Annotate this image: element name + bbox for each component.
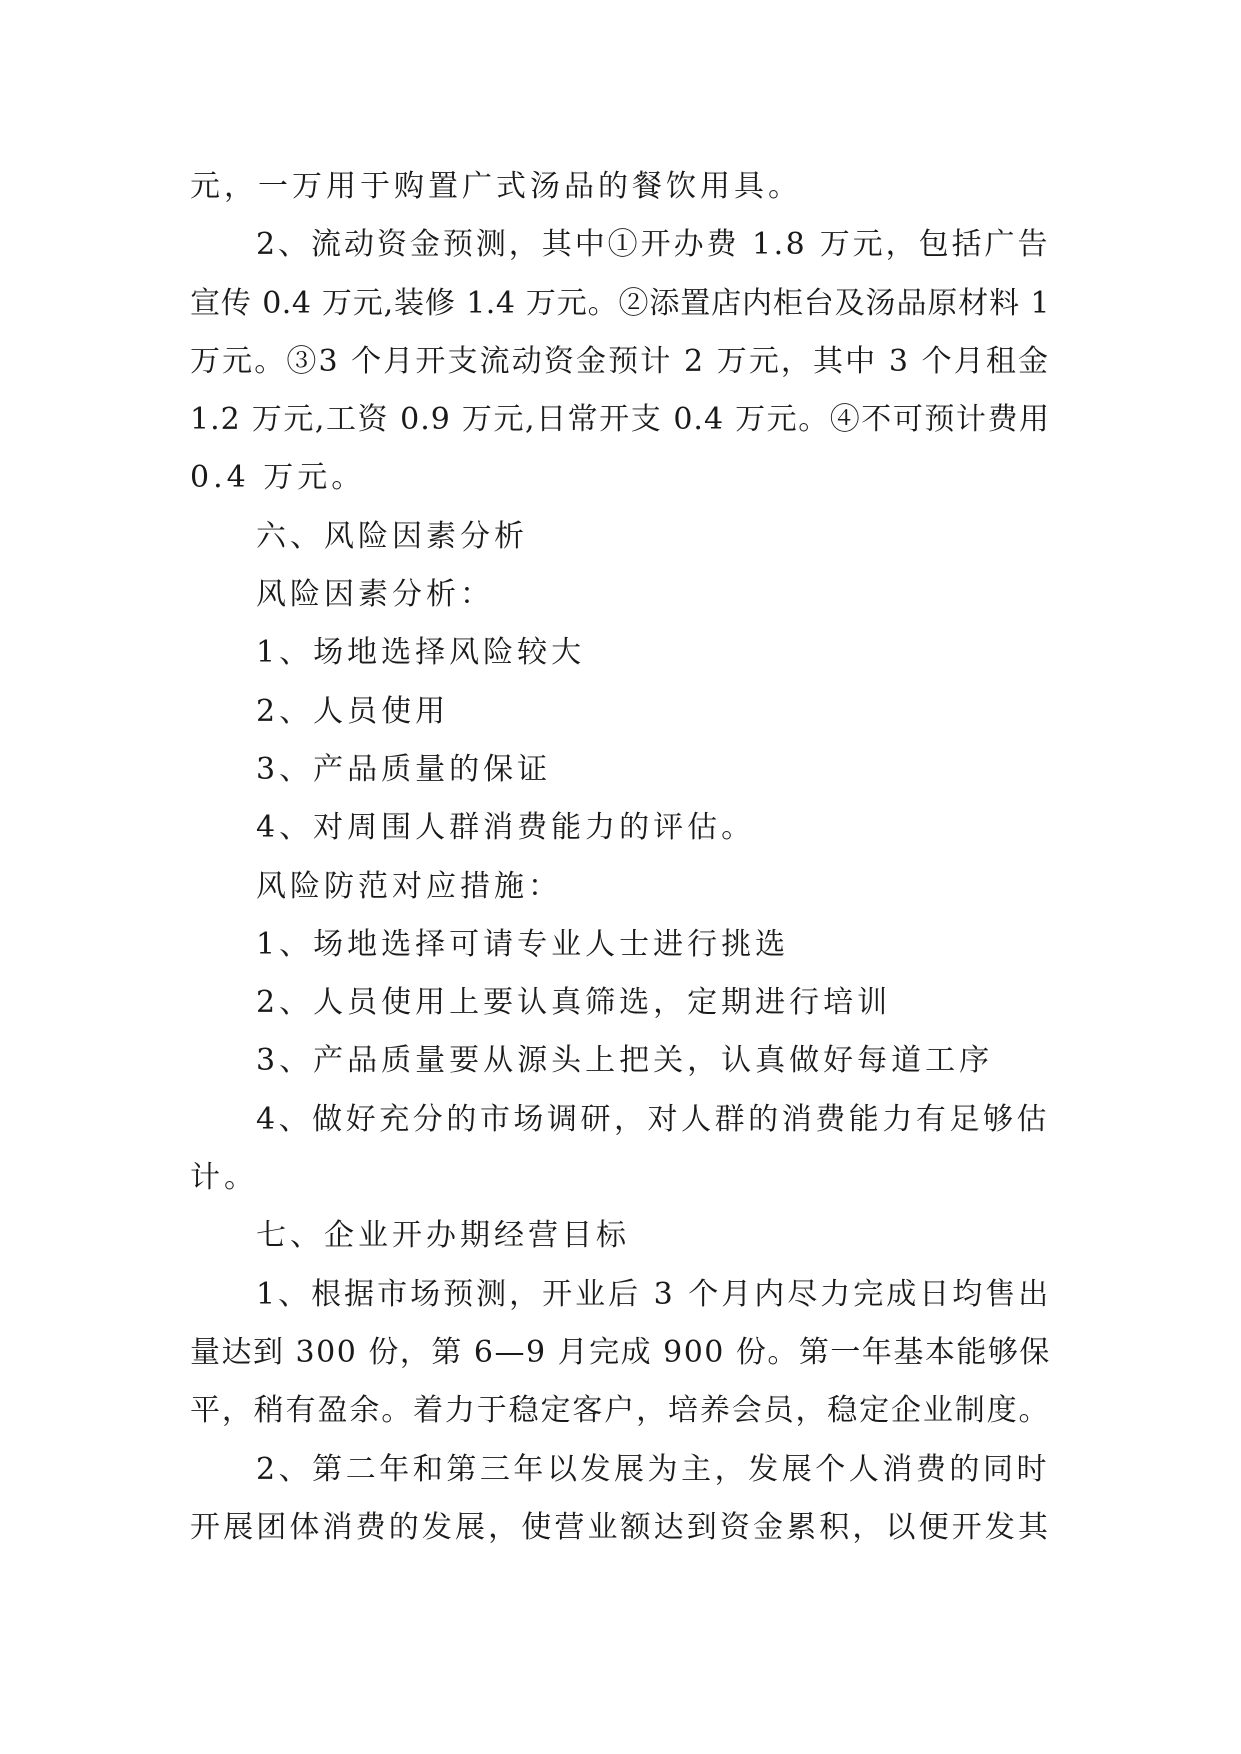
text-line: 2、第二年和第三年以发展为主，发展个人消费的同时 bbox=[256, 1451, 1050, 1487]
text-line: 平，稍有盈余。着力于稳定客户，培养会员，稳定企业制度。 bbox=[190, 1393, 1050, 1429]
text-line: 量达到 300 份，第 6—9 月完成 900 份。第一年基本能够保 bbox=[190, 1334, 1051, 1370]
list-item: 3、产品质量的保证 bbox=[256, 751, 552, 787]
list-item: 1、场地选择可请专业人士进行挑选 bbox=[256, 926, 790, 962]
list-item: 4、对周围人群消费能力的评估。 bbox=[256, 810, 756, 846]
document-body bbox=[190, 158, 1050, 1557]
section-heading: 七、企业开办期经营目标 bbox=[256, 1218, 630, 1254]
text-line: 0.4 万元。 bbox=[190, 460, 366, 496]
text-line: 风险因素分析： bbox=[256, 577, 494, 613]
text-line: 万元。③3 个月开支流动资金预计 2 万元，其中 3 个月租金 bbox=[190, 343, 1050, 379]
list-item: 2、人员使用上要认真筛选，定期进行培训 bbox=[256, 985, 892, 1021]
text-line: 1.2 万元,工资 0.9 万元,日常开支 0.4 万元。④不可预计费用 bbox=[190, 402, 1050, 438]
list-item: 4、做好充分的市场调研，对人群的消费能力有足够估 bbox=[256, 1101, 1050, 1137]
text-line: 1、根据市场预测，开业后 3 个月内尽力完成日均售出 bbox=[256, 1276, 1052, 1312]
text-line: 2、流动资金预测，其中①开办费 1.8 万元，包括广告 bbox=[256, 227, 1050, 263]
text-line: 计。 bbox=[190, 1160, 258, 1196]
list-item: 3、产品质量要从源头上把关，认真做好每道工序 bbox=[256, 1043, 994, 1079]
section-heading: 六、风险因素分析 bbox=[256, 518, 528, 554]
text-line: 开展团体消费的发展，使营业额达到资金累积，以便开发其 bbox=[190, 1509, 1050, 1545]
list-item: 2、人员使用 bbox=[256, 693, 450, 729]
text-line: 风险防范对应措施： bbox=[256, 868, 562, 904]
text-line: 宣传 0.4 万元,装修 1.4 万元。②添置店内柜台及汤品原材料 1 bbox=[190, 285, 1050, 321]
list-item: 1、场地选择风险较大 bbox=[256, 635, 586, 671]
text-line: 元，一万用于购置广式汤品的餐饮用具。 bbox=[190, 169, 802, 204]
